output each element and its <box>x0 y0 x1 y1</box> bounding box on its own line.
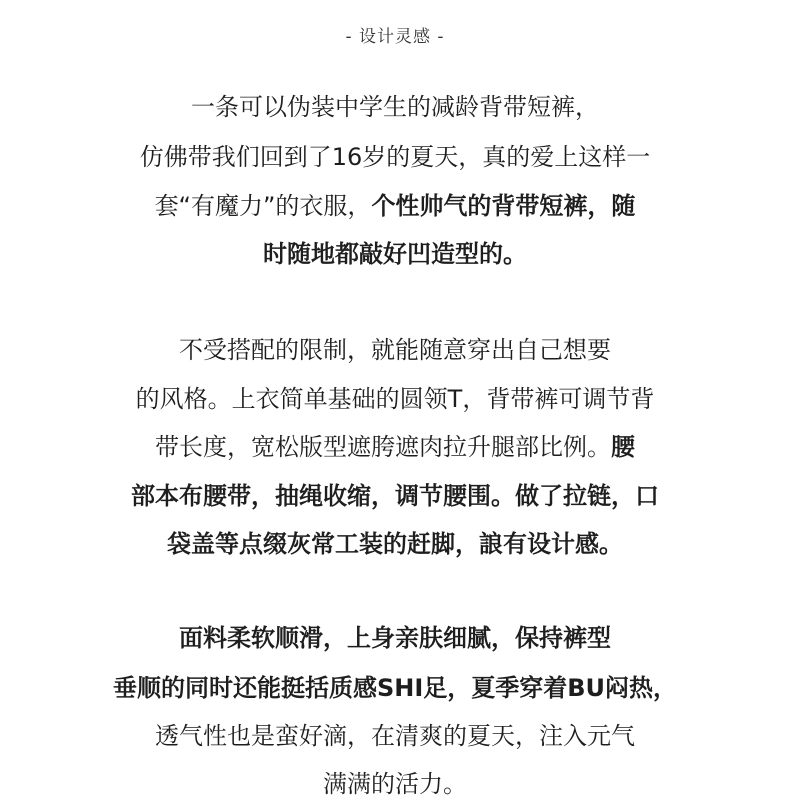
text-segment: 透气性也是蛮好滴，在清爽的夏天，注入元气 <box>155 722 635 750</box>
text-line <box>0 671 790 705</box>
text-segment: 带长度，宽松版型遮胯遮肉拉升腿部比例。 <box>155 433 611 461</box>
bold-text-segment: 个性帅气的背带短裤，随 <box>371 192 636 220</box>
text-segment: 满满的活力。 <box>323 770 467 798</box>
text-segment: 的风格。上衣简单基础的圆领T，背带裤可调节背 <box>135 385 655 413</box>
bold-text-segment: 腰 <box>611 433 635 461</box>
text-line <box>0 767 790 801</box>
text-line <box>0 527 790 561</box>
text-segment: 仿佛带我们回到了16岁的夏天，真的爱上这样一 <box>139 143 651 171</box>
text-line <box>0 382 790 416</box>
text-segment: 套“有魔力”的衣服， <box>154 192 372 220</box>
text-line <box>0 719 790 753</box>
section-title: - 设计灵感 - <box>345 27 445 47</box>
text-line <box>0 140 790 174</box>
bold-text-segment: 袋盖等点缀灰常工装的赶脚，誏有设计感。 <box>167 530 623 558</box>
text-line <box>0 430 790 464</box>
bold-text-segment: 面料柔软顺滑，上身亲肤细腻，保持裤型 <box>179 624 611 652</box>
text-line <box>0 479 790 513</box>
bold-text-segment: 时随地都敲好凹造型的。 <box>263 240 527 268</box>
text-line <box>0 621 790 655</box>
text-line <box>0 90 790 124</box>
text-line <box>0 189 790 223</box>
text-line <box>0 333 790 367</box>
bold-text-segment: 部本布腰带，抽绳收缩，调节腰围。做了拉链，口 <box>131 482 659 510</box>
bold-text-segment: 垂顺的同时还能挺括质感SHI足，夏季穿着BU闷热， <box>112 674 678 702</box>
text-segment: 不受搭配的限制，就能随意穿出自己想要 <box>179 336 611 364</box>
text-segment: 一条可以伪装中学生的减龄背带短裤， <box>191 93 599 121</box>
text-line <box>0 237 790 271</box>
